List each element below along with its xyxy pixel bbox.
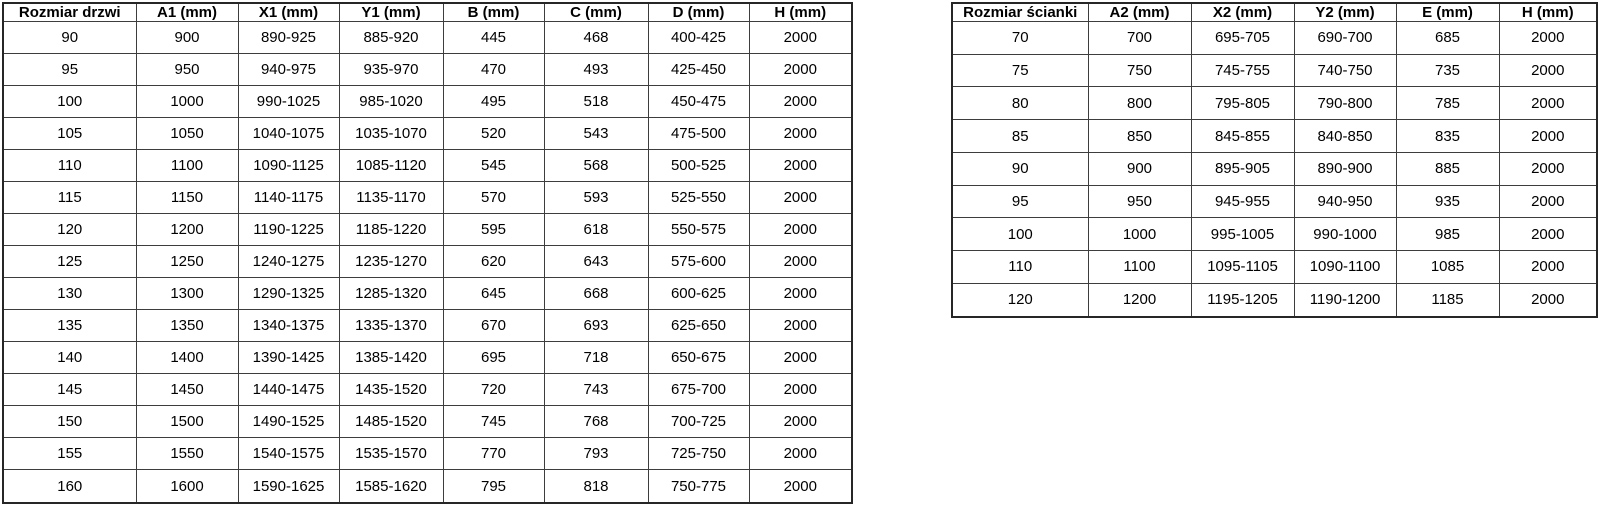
table-cell: 740-750 — [1294, 54, 1396, 87]
table-cell: 785 — [1396, 87, 1499, 120]
table-cell: 695-705 — [1191, 22, 1294, 55]
table-cell: 743 — [544, 374, 648, 406]
table-cell: 990-1025 — [238, 86, 339, 118]
table-cell: 1500 — [136, 406, 238, 438]
table-row — [3, 310, 852, 342]
table-row — [3, 278, 852, 310]
table-row — [3, 246, 852, 278]
table-row — [3, 182, 852, 214]
table-cell: 725-750 — [648, 438, 749, 470]
table-cell: 750 — [1088, 54, 1191, 87]
table-cell: 2000 — [1499, 54, 1597, 87]
table-cell: 985 — [1396, 218, 1499, 251]
table-cell: 450-475 — [648, 86, 749, 118]
table-cell: 1440-1475 — [238, 374, 339, 406]
column-header: D (mm) — [648, 3, 749, 22]
table-cell: 155 — [3, 438, 136, 470]
door-table-header-row — [3, 3, 852, 22]
table-cell: 768 — [544, 406, 648, 438]
table-cell: 685 — [1396, 22, 1499, 55]
table-cell: 568 — [544, 150, 648, 182]
table-cell: 620 — [443, 246, 544, 278]
table-cell: 695 — [443, 342, 544, 374]
table-cell: 770 — [443, 438, 544, 470]
table-cell: 1050 — [136, 118, 238, 150]
table-cell: 1135-1170 — [339, 182, 443, 214]
table-cell: 150 — [3, 406, 136, 438]
table-cell: 745-755 — [1191, 54, 1294, 87]
table-cell: 890-925 — [238, 22, 339, 54]
table-row — [952, 87, 1597, 120]
table-cell: 793 — [544, 438, 648, 470]
column-header: H (mm) — [749, 3, 852, 22]
table-cell: 100 — [3, 86, 136, 118]
table-cell: 1340-1375 — [238, 310, 339, 342]
table-cell: 1185-1220 — [339, 214, 443, 246]
table-cell: 700 — [1088, 22, 1191, 55]
table-row — [3, 374, 852, 406]
table-cell: 2000 — [1499, 87, 1597, 120]
table-cell: 95 — [952, 185, 1088, 218]
table-cell: 935 — [1396, 185, 1499, 218]
table-row — [3, 54, 852, 86]
table-cell: 543 — [544, 118, 648, 150]
table-row — [3, 342, 852, 374]
table-cell: 2000 — [1499, 185, 1597, 218]
wall-table-header-row — [952, 3, 1597, 22]
table-cell: 1000 — [136, 86, 238, 118]
table-cell: 945-955 — [1191, 185, 1294, 218]
table-row — [952, 185, 1597, 218]
table-cell: 140 — [3, 342, 136, 374]
table-cell: 795 — [443, 470, 544, 503]
table-row — [952, 251, 1597, 284]
table-cell: 1390-1425 — [238, 342, 339, 374]
table-cell: 950 — [1088, 185, 1191, 218]
table-cell: 650-675 — [648, 342, 749, 374]
table-cell: 1435-1520 — [339, 374, 443, 406]
table-cell: 115 — [3, 182, 136, 214]
table-cell: 995-1005 — [1191, 218, 1294, 251]
table-cell: 795-805 — [1191, 87, 1294, 120]
wall-dimensions-table — [951, 2, 1598, 318]
table-cell: 2000 — [749, 310, 852, 342]
table-cell: 1540-1575 — [238, 438, 339, 470]
table-cell: 85 — [952, 120, 1088, 153]
table-cell: 1590-1625 — [238, 470, 339, 503]
table-cell: 1200 — [136, 214, 238, 246]
table-cell: 1290-1325 — [238, 278, 339, 310]
table-cell: 1190-1225 — [238, 214, 339, 246]
table-cell: 400-425 — [648, 22, 749, 54]
table-cell: 643 — [544, 246, 648, 278]
column-header: X2 (mm) — [1191, 3, 1294, 22]
table-cell: 2000 — [749, 150, 852, 182]
table-cell: 80 — [952, 87, 1088, 120]
table-row — [3, 118, 852, 150]
column-header: A2 (mm) — [1088, 3, 1191, 22]
table-cell: 885 — [1396, 152, 1499, 185]
table-cell: 1140-1175 — [238, 182, 339, 214]
table-cell: 1090-1125 — [238, 150, 339, 182]
table-cell: 593 — [544, 182, 648, 214]
table-cell: 1285-1320 — [339, 278, 443, 310]
table-row — [952, 218, 1597, 251]
table-row — [3, 86, 852, 118]
table-cell: 700-725 — [648, 406, 749, 438]
table-cell: 2000 — [749, 438, 852, 470]
column-header: Rozmiar drzwi — [3, 3, 136, 22]
table-cell: 718 — [544, 342, 648, 374]
table-cell: 2000 — [749, 118, 852, 150]
table-cell: 110 — [3, 150, 136, 182]
table-cell: 1350 — [136, 310, 238, 342]
table-row — [3, 406, 852, 438]
table-row — [3, 214, 852, 246]
table-row — [952, 22, 1597, 55]
table-cell: 2000 — [749, 374, 852, 406]
table-cell: 1040-1075 — [238, 118, 339, 150]
table-cell: 890-900 — [1294, 152, 1396, 185]
table-cell: 1585-1620 — [339, 470, 443, 503]
table-cell: 900 — [136, 22, 238, 54]
column-header: X1 (mm) — [238, 3, 339, 22]
table-cell: 990-1000 — [1294, 218, 1396, 251]
table-cell: 845-855 — [1191, 120, 1294, 153]
table-cell: 2000 — [1499, 152, 1597, 185]
table-cell: 520 — [443, 118, 544, 150]
table-cell: 735 — [1396, 54, 1499, 87]
table-cell: 425-450 — [648, 54, 749, 86]
table-cell: 618 — [544, 214, 648, 246]
table-cell: 1185 — [1396, 283, 1499, 317]
table-cell: 745 — [443, 406, 544, 438]
table-cell: 160 — [3, 470, 136, 503]
table-cell: 1085 — [1396, 251, 1499, 284]
table-cell: 818 — [544, 470, 648, 503]
table-row — [3, 438, 852, 470]
column-header: B (mm) — [443, 3, 544, 22]
table-cell: 75 — [952, 54, 1088, 87]
table-cell: 1550 — [136, 438, 238, 470]
table-cell: 625-650 — [648, 310, 749, 342]
table-cell: 570 — [443, 182, 544, 214]
table-cell: 500-525 — [648, 150, 749, 182]
table-cell: 895-905 — [1191, 152, 1294, 185]
table-cell: 600-625 — [648, 278, 749, 310]
column-header: C (mm) — [544, 3, 648, 22]
table-cell: 885-920 — [339, 22, 443, 54]
table-cell: 2000 — [749, 214, 852, 246]
table-cell: 2000 — [749, 342, 852, 374]
table-cell: 2000 — [749, 86, 852, 118]
table-cell: 1450 — [136, 374, 238, 406]
table-cell: 495 — [443, 86, 544, 118]
table-cell: 2000 — [749, 278, 852, 310]
table-cell: 475-500 — [648, 118, 749, 150]
table-cell: 720 — [443, 374, 544, 406]
table-cell: 1085-1120 — [339, 150, 443, 182]
table-cell: 1535-1570 — [339, 438, 443, 470]
table-cell: 690-700 — [1294, 22, 1396, 55]
table-cell: 850 — [1088, 120, 1191, 153]
table-cell: 668 — [544, 278, 648, 310]
table-cell: 468 — [544, 22, 648, 54]
table-cell: 2000 — [1499, 251, 1597, 284]
table-cell: 1400 — [136, 342, 238, 374]
table-cell: 2000 — [749, 246, 852, 278]
door-dimensions-table — [2, 2, 853, 504]
table-cell: 1200 — [1088, 283, 1191, 317]
table-cell: 518 — [544, 86, 648, 118]
column-header: Y2 (mm) — [1294, 3, 1396, 22]
table-cell: 100 — [952, 218, 1088, 251]
table-cell: 595 — [443, 214, 544, 246]
table-cell: 70 — [952, 22, 1088, 55]
table-cell: 935-970 — [339, 54, 443, 86]
table-cell: 1600 — [136, 470, 238, 503]
column-header: Y1 (mm) — [339, 3, 443, 22]
table-cell: 840-850 — [1294, 120, 1396, 153]
column-header: Rozmiar ścianki — [952, 3, 1088, 22]
table-cell: 675-700 — [648, 374, 749, 406]
table-cell: 130 — [3, 278, 136, 310]
table-cell: 120 — [3, 214, 136, 246]
table-cell: 940-950 — [1294, 185, 1396, 218]
table-cell: 125 — [3, 246, 136, 278]
table-cell: 1300 — [136, 278, 238, 310]
table-cell: 2000 — [1499, 218, 1597, 251]
table-cell: 790-800 — [1294, 87, 1396, 120]
table-cell: 645 — [443, 278, 544, 310]
table-row — [952, 120, 1597, 153]
table-cell: 1100 — [1088, 251, 1191, 284]
table-cell: 1190-1200 — [1294, 283, 1396, 317]
table-cell: 1090-1100 — [1294, 251, 1396, 284]
table-cell: 545 — [443, 150, 544, 182]
table-cell: 1235-1270 — [339, 246, 443, 278]
table-cell: 1195-1205 — [1191, 283, 1294, 317]
table-cell: 1385-1420 — [339, 342, 443, 374]
table-cell: 445 — [443, 22, 544, 54]
table-cell: 525-550 — [648, 182, 749, 214]
table-cell: 670 — [443, 310, 544, 342]
table-row — [952, 283, 1597, 317]
table-cell: 2000 — [749, 22, 852, 54]
table-cell: 2000 — [1499, 283, 1597, 317]
table-cell: 835 — [1396, 120, 1499, 153]
table-row — [952, 54, 1597, 87]
table-cell: 940-975 — [238, 54, 339, 86]
table-cell: 693 — [544, 310, 648, 342]
table-row — [3, 470, 852, 503]
table-cell: 90 — [952, 152, 1088, 185]
table-cell: 575-600 — [648, 246, 749, 278]
table-cell: 145 — [3, 374, 136, 406]
table-cell: 985-1020 — [339, 86, 443, 118]
table-cell: 1250 — [136, 246, 238, 278]
table-row — [952, 152, 1597, 185]
table-cell: 2000 — [749, 406, 852, 438]
table-cell: 95 — [3, 54, 136, 86]
table-cell: 1150 — [136, 182, 238, 214]
table-cell: 2000 — [1499, 120, 1597, 153]
table-cell: 1485-1520 — [339, 406, 443, 438]
table-cell: 2000 — [749, 54, 852, 86]
table-cell: 135 — [3, 310, 136, 342]
table-cell: 1240-1275 — [238, 246, 339, 278]
table-cell: 1095-1105 — [1191, 251, 1294, 284]
table-cell: 1000 — [1088, 218, 1191, 251]
table-cell: 900 — [1088, 152, 1191, 185]
table-cell: 2000 — [1499, 22, 1597, 55]
table-cell: 470 — [443, 54, 544, 86]
table-cell: 105 — [3, 118, 136, 150]
table-cell: 550-575 — [648, 214, 749, 246]
table-cell: 1335-1370 — [339, 310, 443, 342]
table-cell: 750-775 — [648, 470, 749, 503]
table-cell: 950 — [136, 54, 238, 86]
table-cell: 90 — [3, 22, 136, 54]
table-cell: 2000 — [749, 182, 852, 214]
column-header: A1 (mm) — [136, 3, 238, 22]
table-cell: 493 — [544, 54, 648, 86]
table-cell: 800 — [1088, 87, 1191, 120]
table-cell: 110 — [952, 251, 1088, 284]
column-header: E (mm) — [1396, 3, 1499, 22]
table-cell: 2000 — [749, 470, 852, 503]
table-cell: 1490-1525 — [238, 406, 339, 438]
table-cell: 1100 — [136, 150, 238, 182]
table-cell: 1035-1070 — [339, 118, 443, 150]
table-cell: 120 — [952, 283, 1088, 317]
table-row — [3, 22, 852, 54]
table-row — [3, 150, 852, 182]
column-header: H (mm) — [1499, 3, 1597, 22]
